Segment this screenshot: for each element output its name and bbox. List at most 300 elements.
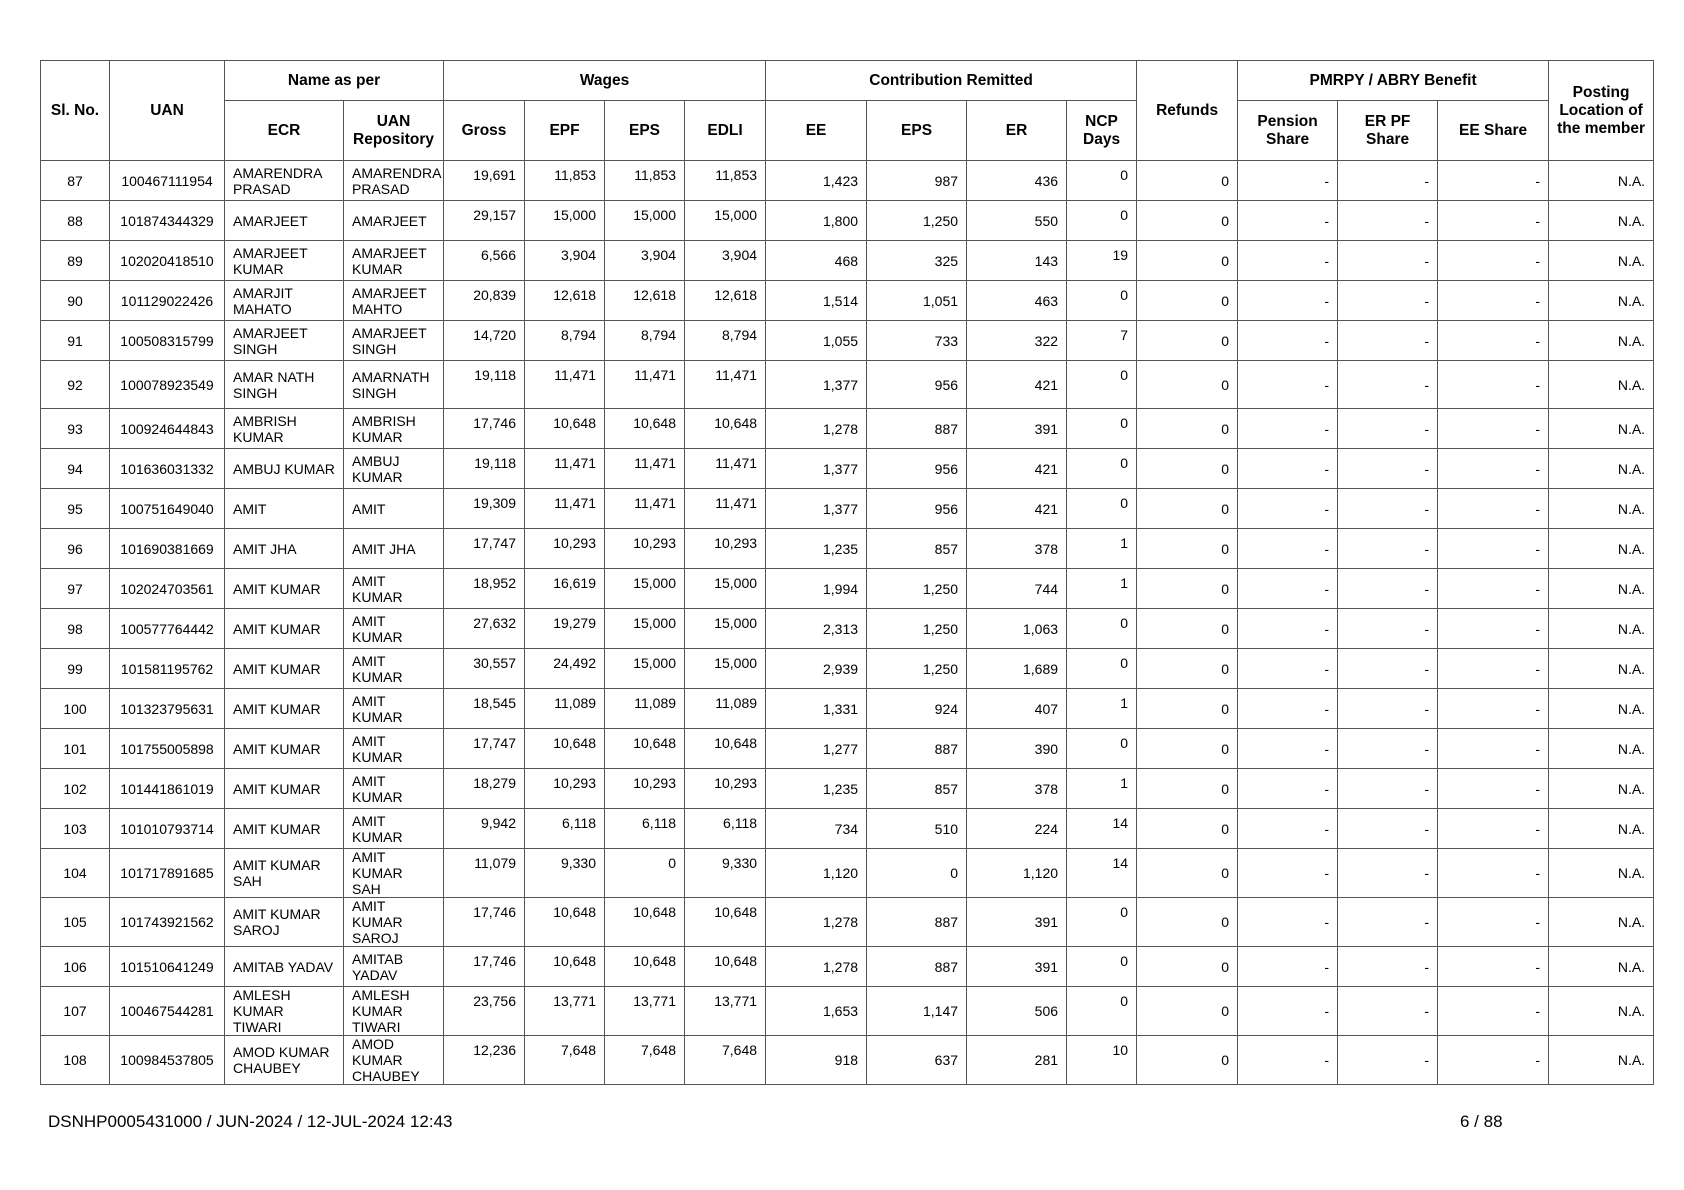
cell-sl-no: 107 <box>41 987 110 1036</box>
cell-gross: 29,157 <box>444 201 525 241</box>
cell-eps: 7,648 <box>605 1036 685 1085</box>
cell-epf: 10,293 <box>525 769 605 809</box>
cell-contribution-eps: 956 <box>867 361 967 409</box>
cell-contribution-eps: 887 <box>867 898 967 947</box>
cell-posting-location: N.A. <box>1549 321 1654 361</box>
cell-er-pf-share: - <box>1338 898 1438 947</box>
cell-pension-share: - <box>1238 409 1338 449</box>
cell-contribution-eps: 956 <box>867 449 967 489</box>
cell-pension-share: - <box>1238 849 1338 898</box>
cell-er-pf-share: - <box>1338 809 1438 849</box>
cell-ncp-days: 0 <box>1067 609 1137 649</box>
cell-name-uan-repository: AMARENDRA PRASAD <box>344 161 444 201</box>
cell-refunds: 0 <box>1137 409 1238 449</box>
cell-ee: 1,377 <box>766 361 867 409</box>
cell-uan: 100078923549 <box>110 361 225 409</box>
cell-gross: 19,691 <box>444 161 525 201</box>
cell-uan: 102020418510 <box>110 241 225 281</box>
cell-edli: 13,771 <box>685 987 766 1036</box>
cell-gross: 12,236 <box>444 1036 525 1085</box>
cell-eps: 10,648 <box>605 409 685 449</box>
table-row <box>41 449 1654 489</box>
cell-sl-no: 96 <box>41 529 110 569</box>
cell-ncp-days: 0 <box>1067 361 1137 409</box>
footer-report-reference: DSNHP0005431000 / JUN-2024 / 12-JUL-2024 12:43 <box>48 1112 453 1131</box>
cell-gross: 18,952 <box>444 569 525 609</box>
cell-pension-share: - <box>1238 529 1338 569</box>
cell-sl-no: 108 <box>41 1036 110 1085</box>
cell-eps: 11,471 <box>605 449 685 489</box>
cell-ee: 1,331 <box>766 689 867 729</box>
cell-ee: 468 <box>766 241 867 281</box>
cell-edli: 11,471 <box>685 449 766 489</box>
cell-uan: 101129022426 <box>110 281 225 321</box>
cell-ncp-days: 1 <box>1067 769 1137 809</box>
cell-uan: 100508315799 <box>110 321 225 361</box>
cell-edli: 15,000 <box>685 201 766 241</box>
cell-refunds: 0 <box>1137 569 1238 609</box>
cell-sl-no: 97 <box>41 569 110 609</box>
cell-ee: 1,235 <box>766 529 867 569</box>
cell-gross: 17,747 <box>444 529 525 569</box>
cell-pension-share: - <box>1238 987 1338 1036</box>
cell-name-ecr: AMIT KUMAR <box>225 569 344 609</box>
cell-name-ecr: AMIT KUMAR <box>225 729 344 769</box>
cell-ee-share: - <box>1438 449 1549 489</box>
cell-refunds: 0 <box>1137 849 1238 898</box>
cell-name-ecr: AMIT KUMAR <box>225 609 344 649</box>
cell-name-uan-repository: AMOD KUMAR CHAUBEY <box>344 1036 444 1085</box>
table-row <box>41 529 1654 569</box>
cell-epf: 8,794 <box>525 321 605 361</box>
cell-ee-share: - <box>1438 1036 1549 1085</box>
cell-ee: 1,278 <box>766 947 867 987</box>
cell-ee: 2,939 <box>766 649 867 689</box>
cell-sl-no: 87 <box>41 161 110 201</box>
cell-ee: 1,278 <box>766 898 867 947</box>
cell-contribution-eps: 1,147 <box>867 987 967 1036</box>
cell-contribution-eps: 325 <box>867 241 967 281</box>
cell-refunds: 0 <box>1137 361 1238 409</box>
cell-refunds: 0 <box>1137 809 1238 849</box>
cell-uan: 101636031332 <box>110 449 225 489</box>
cell-ee-share: - <box>1438 729 1549 769</box>
cell-edli: 10,648 <box>685 729 766 769</box>
cell-er-pf-share: - <box>1338 609 1438 649</box>
cell-posting-location: N.A. <box>1549 241 1654 281</box>
cell-refunds: 0 <box>1137 449 1238 489</box>
cell-ee: 1,377 <box>766 489 867 529</box>
cell-contribution-eps: 887 <box>867 729 967 769</box>
cell-ee-share: - <box>1438 769 1549 809</box>
cell-contribution-eps: 733 <box>867 321 967 361</box>
cell-er-pf-share: - <box>1338 201 1438 241</box>
table-row <box>41 281 1654 321</box>
cell-edli: 11,853 <box>685 161 766 201</box>
cell-uan: 101690381669 <box>110 529 225 569</box>
table-row <box>41 729 1654 769</box>
cell-uan: 100467111954 <box>110 161 225 201</box>
cell-ee-share: - <box>1438 609 1549 649</box>
header-er-pf-share: ER PF Share <box>1338 101 1438 161</box>
cell-posting-location: N.A. <box>1549 361 1654 409</box>
cell-name-uan-repository: AMARNATH SINGH <box>344 361 444 409</box>
cell-posting-location: N.A. <box>1549 489 1654 529</box>
cell-uan: 101510641249 <box>110 947 225 987</box>
cell-er: 436 <box>967 161 1067 201</box>
cell-epf: 12,618 <box>525 281 605 321</box>
cell-er-pf-share: - <box>1338 241 1438 281</box>
cell-sl-no: 93 <box>41 409 110 449</box>
cell-posting-location: N.A. <box>1549 201 1654 241</box>
cell-epf: 11,471 <box>525 489 605 529</box>
cell-uan: 100751649040 <box>110 489 225 529</box>
cell-pension-share: - <box>1238 769 1338 809</box>
cell-ee-share: - <box>1438 241 1549 281</box>
cell-epf: 24,492 <box>525 649 605 689</box>
cell-pension-share: - <box>1238 609 1338 649</box>
table-row <box>41 769 1654 809</box>
cell-gross: 17,746 <box>444 947 525 987</box>
cell-er-pf-share: - <box>1338 649 1438 689</box>
cell-ncp-days: 0 <box>1067 947 1137 987</box>
cell-name-uan-repository: AMIT KUMAR <box>344 609 444 649</box>
cell-gross: 30,557 <box>444 649 525 689</box>
cell-edli: 10,293 <box>685 529 766 569</box>
cell-sl-no: 91 <box>41 321 110 361</box>
header-uan: UAN <box>110 61 225 161</box>
cell-name-ecr: AMARJEET <box>225 201 344 241</box>
cell-sl-no: 99 <box>41 649 110 689</box>
cell-epf: 10,648 <box>525 898 605 947</box>
header-name-as-per: Name as per <box>225 61 444 101</box>
cell-gross: 18,279 <box>444 769 525 809</box>
table-row <box>41 361 1654 409</box>
cell-pension-share: - <box>1238 489 1338 529</box>
cell-er-pf-share: - <box>1338 689 1438 729</box>
table-row <box>41 569 1654 609</box>
cell-name-uan-repository: AMIT KUMAR <box>344 569 444 609</box>
cell-ee: 918 <box>766 1036 867 1085</box>
cell-er-pf-share: - <box>1338 849 1438 898</box>
cell-uan: 101010793714 <box>110 809 225 849</box>
cell-pension-share: - <box>1238 809 1338 849</box>
cell-er: 378 <box>967 529 1067 569</box>
cell-refunds: 0 <box>1137 201 1238 241</box>
cell-eps: 8,794 <box>605 321 685 361</box>
cell-epf: 3,904 <box>525 241 605 281</box>
cell-contribution-eps: 887 <box>867 947 967 987</box>
cell-edli: 10,648 <box>685 409 766 449</box>
cell-eps: 10,648 <box>605 729 685 769</box>
cell-epf: 9,330 <box>525 849 605 898</box>
cell-sl-no: 101 <box>41 729 110 769</box>
cell-gross: 27,632 <box>444 609 525 649</box>
cell-sl-no: 95 <box>41 489 110 529</box>
cell-posting-location: N.A. <box>1549 609 1654 649</box>
cell-sl-no: 92 <box>41 361 110 409</box>
cell-ee: 1,055 <box>766 321 867 361</box>
cell-contribution-eps: 1,250 <box>867 649 967 689</box>
cell-gross: 6,566 <box>444 241 525 281</box>
header-epf: EPF <box>525 101 605 161</box>
table-row <box>41 1036 1654 1085</box>
cell-edli: 9,330 <box>685 849 766 898</box>
cell-refunds: 0 <box>1137 489 1238 529</box>
cell-ee: 1,235 <box>766 769 867 809</box>
cell-edli: 15,000 <box>685 609 766 649</box>
cell-pension-share: - <box>1238 649 1338 689</box>
cell-epf: 13,771 <box>525 987 605 1036</box>
cell-edli: 12,618 <box>685 281 766 321</box>
cell-posting-location: N.A. <box>1549 1036 1654 1085</box>
cell-posting-location: N.A. <box>1549 947 1654 987</box>
cell-sl-no: 105 <box>41 898 110 947</box>
cell-eps: 10,648 <box>605 898 685 947</box>
cell-refunds: 0 <box>1137 161 1238 201</box>
cell-name-uan-repository: AMARJEET <box>344 201 444 241</box>
ecr-contribution-table <box>40 60 1654 1085</box>
cell-edli: 11,089 <box>685 689 766 729</box>
cell-gross: 17,746 <box>444 898 525 947</box>
cell-er: 421 <box>967 489 1067 529</box>
cell-epf: 16,619 <box>525 569 605 609</box>
header-posting-location: Posting Location of the member <box>1549 61 1654 161</box>
cell-ee: 1,653 <box>766 987 867 1036</box>
cell-name-ecr: AMAR NATH SINGH <box>225 361 344 409</box>
cell-er-pf-share: - <box>1338 161 1438 201</box>
cell-ee: 2,313 <box>766 609 867 649</box>
cell-name-uan-repository: AMITAB YADAV <box>344 947 444 987</box>
cell-eps: 11,853 <box>605 161 685 201</box>
cell-pension-share: - <box>1238 449 1338 489</box>
cell-posting-location: N.A. <box>1549 409 1654 449</box>
cell-er: 391 <box>967 898 1067 947</box>
cell-sl-no: 90 <box>41 281 110 321</box>
cell-ncp-days: 0 <box>1067 987 1137 1036</box>
cell-contribution-eps: 857 <box>867 769 967 809</box>
cell-pension-share: - <box>1238 689 1338 729</box>
cell-name-uan-repository: AMARJEET MAHTO <box>344 281 444 321</box>
table-row <box>41 321 1654 361</box>
table-row <box>41 987 1654 1036</box>
table-row <box>41 649 1654 689</box>
cell-sl-no: 94 <box>41 449 110 489</box>
cell-sl-no: 104 <box>41 849 110 898</box>
cell-er-pf-share: - <box>1338 321 1438 361</box>
cell-edli: 10,293 <box>685 769 766 809</box>
header-refunds: Refunds <box>1137 61 1238 161</box>
cell-gross: 20,839 <box>444 281 525 321</box>
cell-contribution-eps: 1,250 <box>867 201 967 241</box>
cell-refunds: 0 <box>1137 649 1238 689</box>
cell-refunds: 0 <box>1137 529 1238 569</box>
cell-name-ecr: AMIT JHA <box>225 529 344 569</box>
cell-edli: 10,648 <box>685 947 766 987</box>
cell-eps: 10,648 <box>605 947 685 987</box>
cell-er-pf-share: - <box>1338 569 1438 609</box>
header-pmrpy-abry: PMRPY / ABRY Benefit <box>1238 61 1549 101</box>
cell-ee-share: - <box>1438 947 1549 987</box>
cell-uan: 101717891685 <box>110 849 225 898</box>
cell-name-ecr: AMARJIT MAHATO <box>225 281 344 321</box>
header-pension-share: Pension Share <box>1238 101 1338 161</box>
cell-posting-location: N.A. <box>1549 281 1654 321</box>
cell-er-pf-share: - <box>1338 489 1438 529</box>
cell-contribution-eps: 1,250 <box>867 609 967 649</box>
cell-sl-no: 103 <box>41 809 110 849</box>
cell-eps: 15,000 <box>605 569 685 609</box>
header-gross: Gross <box>444 101 525 161</box>
cell-ncp-days: 0 <box>1067 201 1137 241</box>
cell-uan: 101755005898 <box>110 729 225 769</box>
cell-er: 550 <box>967 201 1067 241</box>
cell-name-ecr: AMLESH KUMAR TIWARI <box>225 987 344 1036</box>
cell-ncp-days: 0 <box>1067 898 1137 947</box>
cell-er: 1,120 <box>967 849 1067 898</box>
cell-refunds: 0 <box>1137 898 1238 947</box>
cell-eps: 11,089 <box>605 689 685 729</box>
cell-eps: 11,471 <box>605 489 685 529</box>
cell-sl-no: 100 <box>41 689 110 729</box>
cell-pension-share: - <box>1238 1036 1338 1085</box>
cell-er-pf-share: - <box>1338 729 1438 769</box>
cell-name-uan-repository: AMIT JHA <box>344 529 444 569</box>
cell-gross: 18,545 <box>444 689 525 729</box>
cell-name-ecr: AMIT KUMAR <box>225 649 344 689</box>
table-row <box>41 947 1654 987</box>
cell-eps: 13,771 <box>605 987 685 1036</box>
cell-eps: 10,293 <box>605 529 685 569</box>
cell-sl-no: 106 <box>41 947 110 987</box>
cell-eps: 15,000 <box>605 201 685 241</box>
table-row <box>41 609 1654 649</box>
cell-ee-share: - <box>1438 201 1549 241</box>
cell-ee-share: - <box>1438 898 1549 947</box>
cell-er: 421 <box>967 449 1067 489</box>
cell-refunds: 0 <box>1137 947 1238 987</box>
cell-ncp-days: 1 <box>1067 569 1137 609</box>
cell-name-ecr: AMIT KUMAR <box>225 689 344 729</box>
cell-name-ecr: AMARENDRA PRASAD <box>225 161 344 201</box>
cell-er: 407 <box>967 689 1067 729</box>
cell-ee-share: - <box>1438 569 1549 609</box>
cell-eps: 12,618 <box>605 281 685 321</box>
header-uan-repository: UAN Repository <box>344 101 444 161</box>
cell-edli: 6,118 <box>685 809 766 849</box>
cell-name-ecr: AMIT KUMAR <box>225 809 344 849</box>
cell-epf: 10,648 <box>525 409 605 449</box>
cell-refunds: 0 <box>1137 281 1238 321</box>
cell-ee-share: - <box>1438 809 1549 849</box>
header-contribution-eps: EPS <box>867 101 967 161</box>
cell-ncp-days: 0 <box>1067 409 1137 449</box>
cell-name-uan-repository: AMIT <box>344 489 444 529</box>
header-er: ER <box>967 101 1067 161</box>
cell-name-uan-repository: AMLESH KUMAR TIWARI <box>344 987 444 1036</box>
cell-er: 421 <box>967 361 1067 409</box>
cell-contribution-eps: 510 <box>867 809 967 849</box>
cell-refunds: 0 <box>1137 609 1238 649</box>
cell-name-ecr: AMARJEET KUMAR <box>225 241 344 281</box>
cell-gross: 17,747 <box>444 729 525 769</box>
header-edli: EDLI <box>685 101 766 161</box>
cell-er: 744 <box>967 569 1067 609</box>
cell-eps: 15,000 <box>605 609 685 649</box>
cell-ncp-days: 0 <box>1067 449 1137 489</box>
cell-uan: 101323795631 <box>110 689 225 729</box>
cell-ee-share: - <box>1438 489 1549 529</box>
cell-gross: 23,756 <box>444 987 525 1036</box>
cell-pension-share: - <box>1238 729 1338 769</box>
cell-ncp-days: 7 <box>1067 321 1137 361</box>
cell-edli: 3,904 <box>685 241 766 281</box>
cell-epf: 10,648 <box>525 947 605 987</box>
cell-uan: 101441861019 <box>110 769 225 809</box>
cell-name-uan-repository: AMIT KUMAR <box>344 689 444 729</box>
cell-name-uan-repository: AMBUJ KUMAR <box>344 449 444 489</box>
cell-er-pf-share: - <box>1338 529 1438 569</box>
cell-eps: 11,471 <box>605 361 685 409</box>
table-row <box>41 898 1654 947</box>
cell-eps: 6,118 <box>605 809 685 849</box>
cell-edli: 7,648 <box>685 1036 766 1085</box>
cell-posting-location: N.A. <box>1549 729 1654 769</box>
cell-uan: 100984537805 <box>110 1036 225 1085</box>
table-row <box>41 161 1654 201</box>
cell-epf: 15,000 <box>525 201 605 241</box>
cell-ncp-days: 14 <box>1067 809 1137 849</box>
cell-contribution-eps: 956 <box>867 489 967 529</box>
cell-name-ecr: AMBUJ KUMAR <box>225 449 344 489</box>
cell-er: 281 <box>967 1036 1067 1085</box>
cell-ncp-days: 0 <box>1067 729 1137 769</box>
cell-ee-share: - <box>1438 649 1549 689</box>
cell-eps: 0 <box>605 849 685 898</box>
cell-ee-share: - <box>1438 409 1549 449</box>
cell-name-ecr: AMARJEET SINGH <box>225 321 344 361</box>
cell-ee-share: - <box>1438 321 1549 361</box>
cell-name-uan-repository: AMIT KUMAR SAH <box>344 849 444 898</box>
header-eps: EPS <box>605 101 685 161</box>
cell-er: 224 <box>967 809 1067 849</box>
cell-ee-share: - <box>1438 849 1549 898</box>
cell-ncp-days: 0 <box>1067 649 1137 689</box>
cell-refunds: 0 <box>1137 689 1238 729</box>
cell-pension-share: - <box>1238 361 1338 409</box>
cell-er-pf-share: - <box>1338 987 1438 1036</box>
cell-er: 390 <box>967 729 1067 769</box>
table-row <box>41 809 1654 849</box>
cell-contribution-eps: 857 <box>867 529 967 569</box>
cell-ncp-days: 1 <box>1067 689 1137 729</box>
cell-uan: 101743921562 <box>110 898 225 947</box>
cell-gross: 14,720 <box>444 321 525 361</box>
cell-ncp-days: 19 <box>1067 241 1137 281</box>
cell-er: 378 <box>967 769 1067 809</box>
cell-ee: 1,800 <box>766 201 867 241</box>
cell-gross: 19,309 <box>444 489 525 529</box>
cell-ee-share: - <box>1438 987 1549 1036</box>
cell-eps: 15,000 <box>605 649 685 689</box>
table-row <box>41 409 1654 449</box>
cell-contribution-eps: 1,051 <box>867 281 967 321</box>
table-header <box>41 61 1654 161</box>
footer-page-number: 6 / 88 <box>1460 1112 1503 1131</box>
cell-pension-share: - <box>1238 281 1338 321</box>
cell-eps: 3,904 <box>605 241 685 281</box>
cell-edli: 15,000 <box>685 569 766 609</box>
